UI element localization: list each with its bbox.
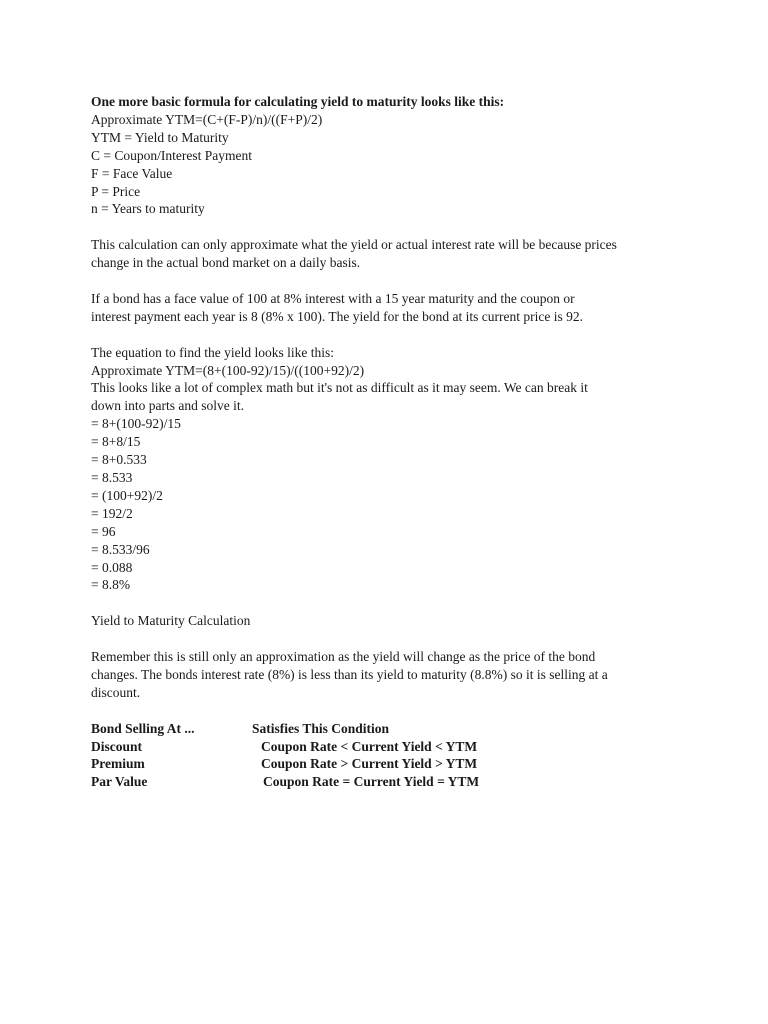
formula-line: F = Face Value bbox=[91, 165, 173, 181]
equation-step: = 8+0.533 bbox=[91, 452, 147, 468]
table-cell: Coupon Rate < Current Yield < YTM bbox=[261, 738, 478, 754]
paragraph-gap bbox=[91, 594, 701, 612]
equation-step: = 8.533 bbox=[91, 469, 133, 485]
equation-step: = 8.8% bbox=[91, 577, 131, 593]
equation-step: = 192/2 bbox=[91, 505, 133, 521]
equation-step: = (100+92)/2 bbox=[91, 487, 163, 503]
document-body bbox=[91, 93, 701, 791]
table-row bbox=[91, 773, 691, 791]
table-cell: Discount bbox=[91, 738, 143, 754]
equation-step: = 8.533/96 bbox=[91, 541, 150, 557]
table-cell: Par Value bbox=[91, 774, 148, 790]
formula-line: n = Years to maturity bbox=[91, 201, 205, 217]
equation-line: This looks like a lot of complex math but it's not as difficult as it may seem. We can break it bbox=[91, 380, 588, 396]
paragraph-line: If a bond has a face value of 100 at 8% interest with a 15 year maturity and the coupon or bbox=[91, 290, 575, 306]
table-cell: Premium bbox=[91, 756, 145, 772]
bond-condition-table bbox=[91, 720, 691, 792]
paragraph-line: changes. The bonds interest rate (8%) is less than its yield to maturity (8.8%) so it is selling at a bbox=[91, 666, 608, 682]
table-row bbox=[91, 738, 691, 756]
equation-step: = 96 bbox=[91, 523, 116, 539]
paragraph-line: This calculation can only approximate what the yield or actual interest rate will be because prices bbox=[91, 237, 617, 253]
equation-step: = 8+8/15 bbox=[91, 434, 141, 450]
formula-line: Approximate YTM=(C+(F-P)/n)/((F+P)/2) bbox=[91, 111, 323, 127]
formula-line: YTM = Yield to Maturity bbox=[91, 129, 229, 145]
table-cell: Coupon Rate > Current Yield > YTM bbox=[261, 756, 478, 772]
paragraph-line: Remember this is still only an approximation as the yield will change as the price of the bond bbox=[91, 649, 596, 665]
equation-step: = 0.088 bbox=[91, 559, 133, 575]
equation-line: down into parts and solve it. bbox=[91, 398, 244, 414]
document-heading: One more basic formula for calculating yield to maturity looks like this: bbox=[91, 94, 505, 109]
equation-line: The equation to find the yield looks like this: bbox=[91, 344, 334, 360]
formula-line: C = Coupon/Interest Payment bbox=[91, 147, 252, 163]
paragraph-line: discount. bbox=[91, 684, 141, 700]
table-header-row bbox=[91, 720, 691, 738]
table-cell: Coupon Rate = Current Yield = YTM bbox=[263, 774, 480, 790]
paragraph-line: interest payment each year is 8 (8% x 100). The yield for the bond at its current price is 92. bbox=[91, 308, 583, 324]
equation-step: = 8+(100-92)/15 bbox=[91, 416, 181, 432]
paragraph-gap bbox=[91, 630, 701, 648]
table-header-cell: Bond Selling At ... bbox=[91, 720, 195, 736]
formula-line: P = Price bbox=[91, 183, 141, 199]
paragraph-line: change in the actual bond market on a daily basis. bbox=[91, 255, 361, 271]
paragraph-gap bbox=[91, 702, 701, 720]
table-row bbox=[91, 755, 691, 773]
section-title: Yield to Maturity Calculation bbox=[91, 613, 251, 629]
table-header-cell: Satisfies This Condition bbox=[252, 720, 390, 736]
paragraph-gap bbox=[91, 218, 701, 236]
equation-line: Approximate YTM=(8+(100-92)/15)/((100+92)/2) bbox=[91, 362, 365, 378]
paragraph-gap bbox=[91, 272, 701, 290]
paragraph-gap bbox=[91, 326, 701, 344]
